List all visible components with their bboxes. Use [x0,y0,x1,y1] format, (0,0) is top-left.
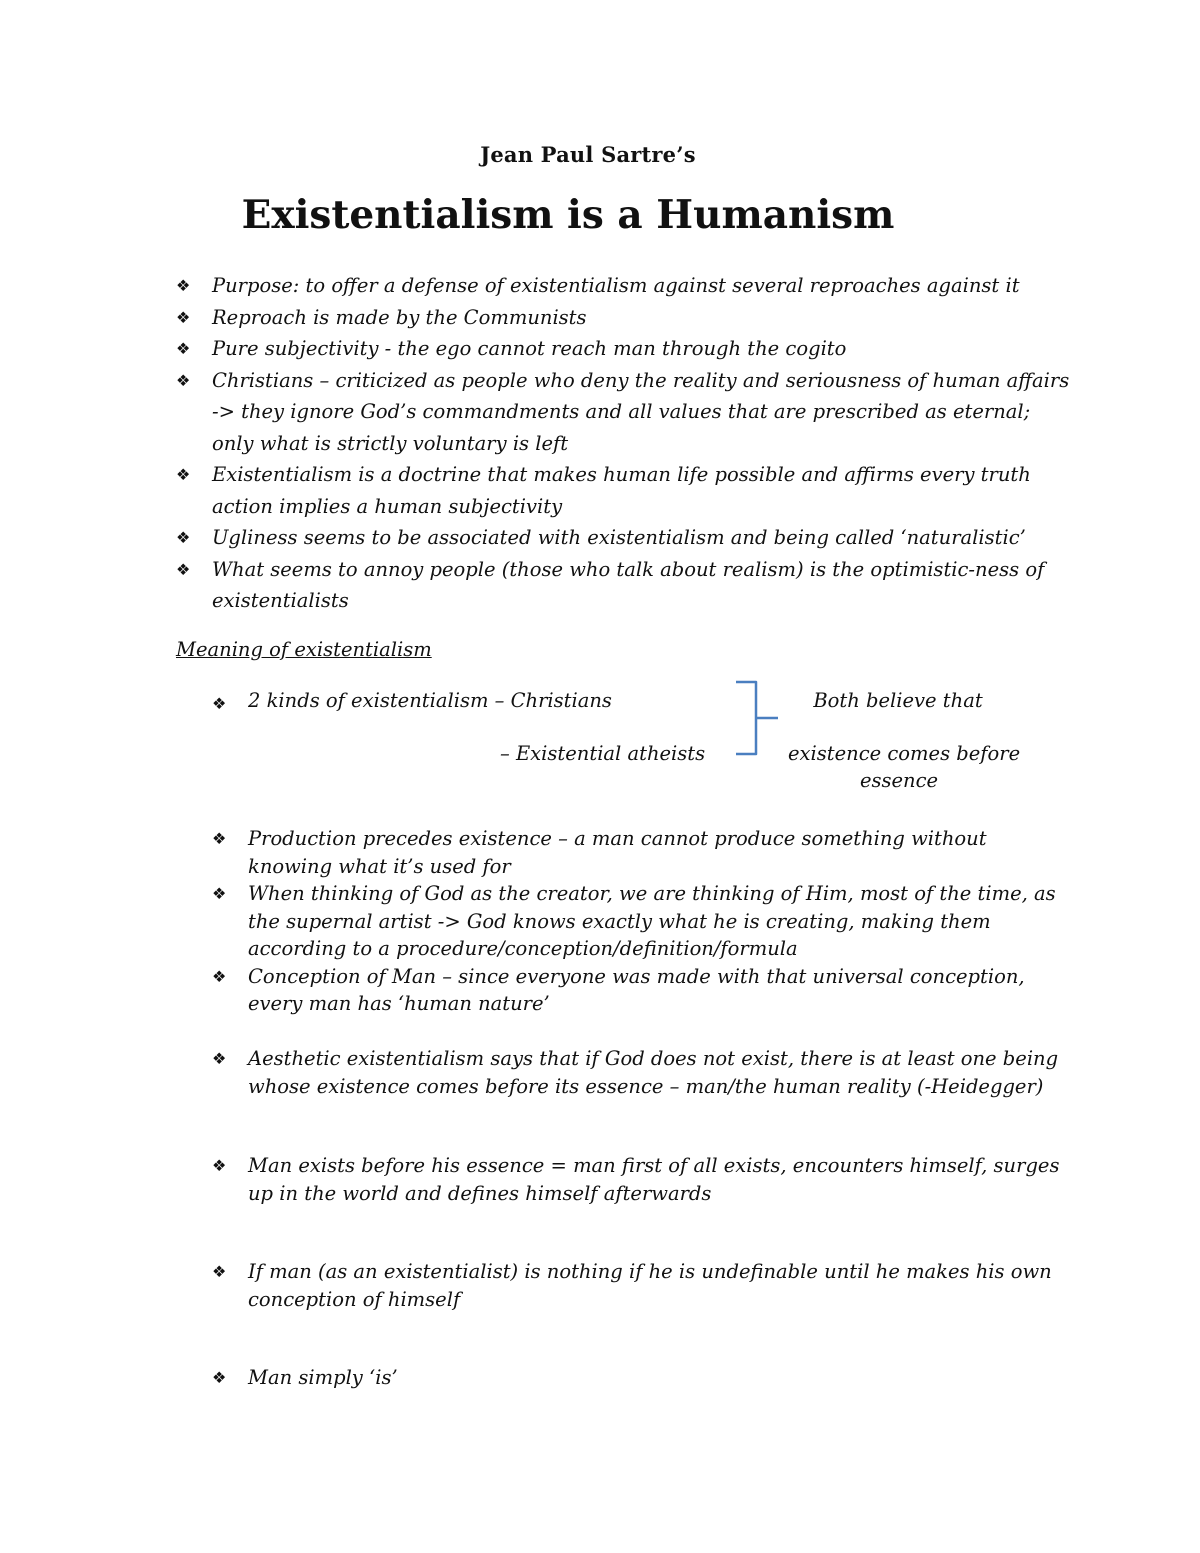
document-subtitle: Jean Paul Sartre’s [480,142,696,167]
bullet-icon: ❖ [176,559,191,579]
list-item: ❖ Conception of Man – since everyone was made with that universal conception, every man has ‘human nature’ [212,964,1025,1015]
list-item: ❖ Purpose: to offer a defense of existentialism against several reproaches against it [176,270,1076,302]
list-item: ❖ Aesthetic existentialism says that if God does not exist, there is at least one being whose existence comes before its essence – man/the human reality (-Heidegger) [212,1047,1059,1098]
list-item: ❖ Christians – criticized as people who deny the reality and seriousness of human affairs -> they ignore God’s commandments and all values that are prescribed as eternal; only what is strictly voluntary is left [176,365,1076,460]
list-item: ❖ Ugliness seems to be associated with existentialism and being called ‘naturalistic’ [176,522,1076,554]
list-item: ❖ Man exists before his essence = man first of all exists, encounters himself, surges up in the world and defines himself afterwards [212,1154,1060,1205]
kinds-note-line1: Both believe that [813,689,983,712]
brace-icon [728,678,788,764]
meaning-bullet-list-d [212,1258,1072,1313]
meaning-bullet-list-c [212,1152,1072,1207]
list-item: ❖ When thinking of God as the creator, we are thinking of Him, most of the time, as the supernal artist -> God knows exactly what he is creating, making them according to a procedure/conception/definition/formula [212,882,1056,960]
bullet-icon: ❖ [176,276,191,295]
list-item: ❖ Production precedes existence – a man cannot produce something without knowing what it’s used for [212,827,987,878]
list-item: ❖ If man (as an existentialist) is nothing if he is undefinable until he makes his own conception of himself [212,1260,1052,1311]
kinds-line-christians: 2 kinds of existentialism – Christians [248,689,612,712]
bullet-icon: ❖ [212,1049,227,1068]
bullet-icon: ❖ [176,465,191,484]
bullet-icon: ❖ [212,694,227,713]
bullet-icon: ❖ [212,884,227,903]
intro-bullet-list [176,270,1076,617]
section-heading: Meaning of existentialism [176,638,432,661]
bullet-icon: ❖ [212,1368,227,1387]
bullet-icon: ❖ [212,1156,227,1175]
list-item: ❖ Pure subjectivity - the ego cannot reach man through the cogito [176,333,1076,365]
list-item: ❖ Reproach is made by the Communists [176,302,1076,334]
bullet-icon: ❖ [212,1262,227,1281]
kinds-note-line3: essence [859,769,939,792]
meaning-bullet-list-b [212,1045,1072,1100]
bullet-icon: ❖ [176,370,191,390]
kinds-note-line2: existence comes before [788,742,1021,765]
kinds-line-atheists: – Existential atheists [500,742,706,765]
list-item: ❖ Man simply ‘is’ [212,1364,1072,1392]
list-item: ❖ What seems to annoy people (those who talk about realism) is the optimistic-ness of existentialists [176,554,1076,617]
bullet-icon: ❖ [176,339,191,358]
meaning-bullet-list-e [212,1364,1072,1392]
bullet-icon: ❖ [212,966,227,986]
document-title: Existentialism is a Humanism [241,192,895,238]
meaning-bullet-list [212,825,1072,1018]
bullet-icon: ❖ [176,528,191,547]
bullet-icon: ❖ [212,829,227,848]
bullet-icon: ❖ [176,307,191,327]
list-item: ❖ Existentialism is a doctrine that makes human life possible and affirms every truth action implies a human subjectivity [176,459,1076,522]
